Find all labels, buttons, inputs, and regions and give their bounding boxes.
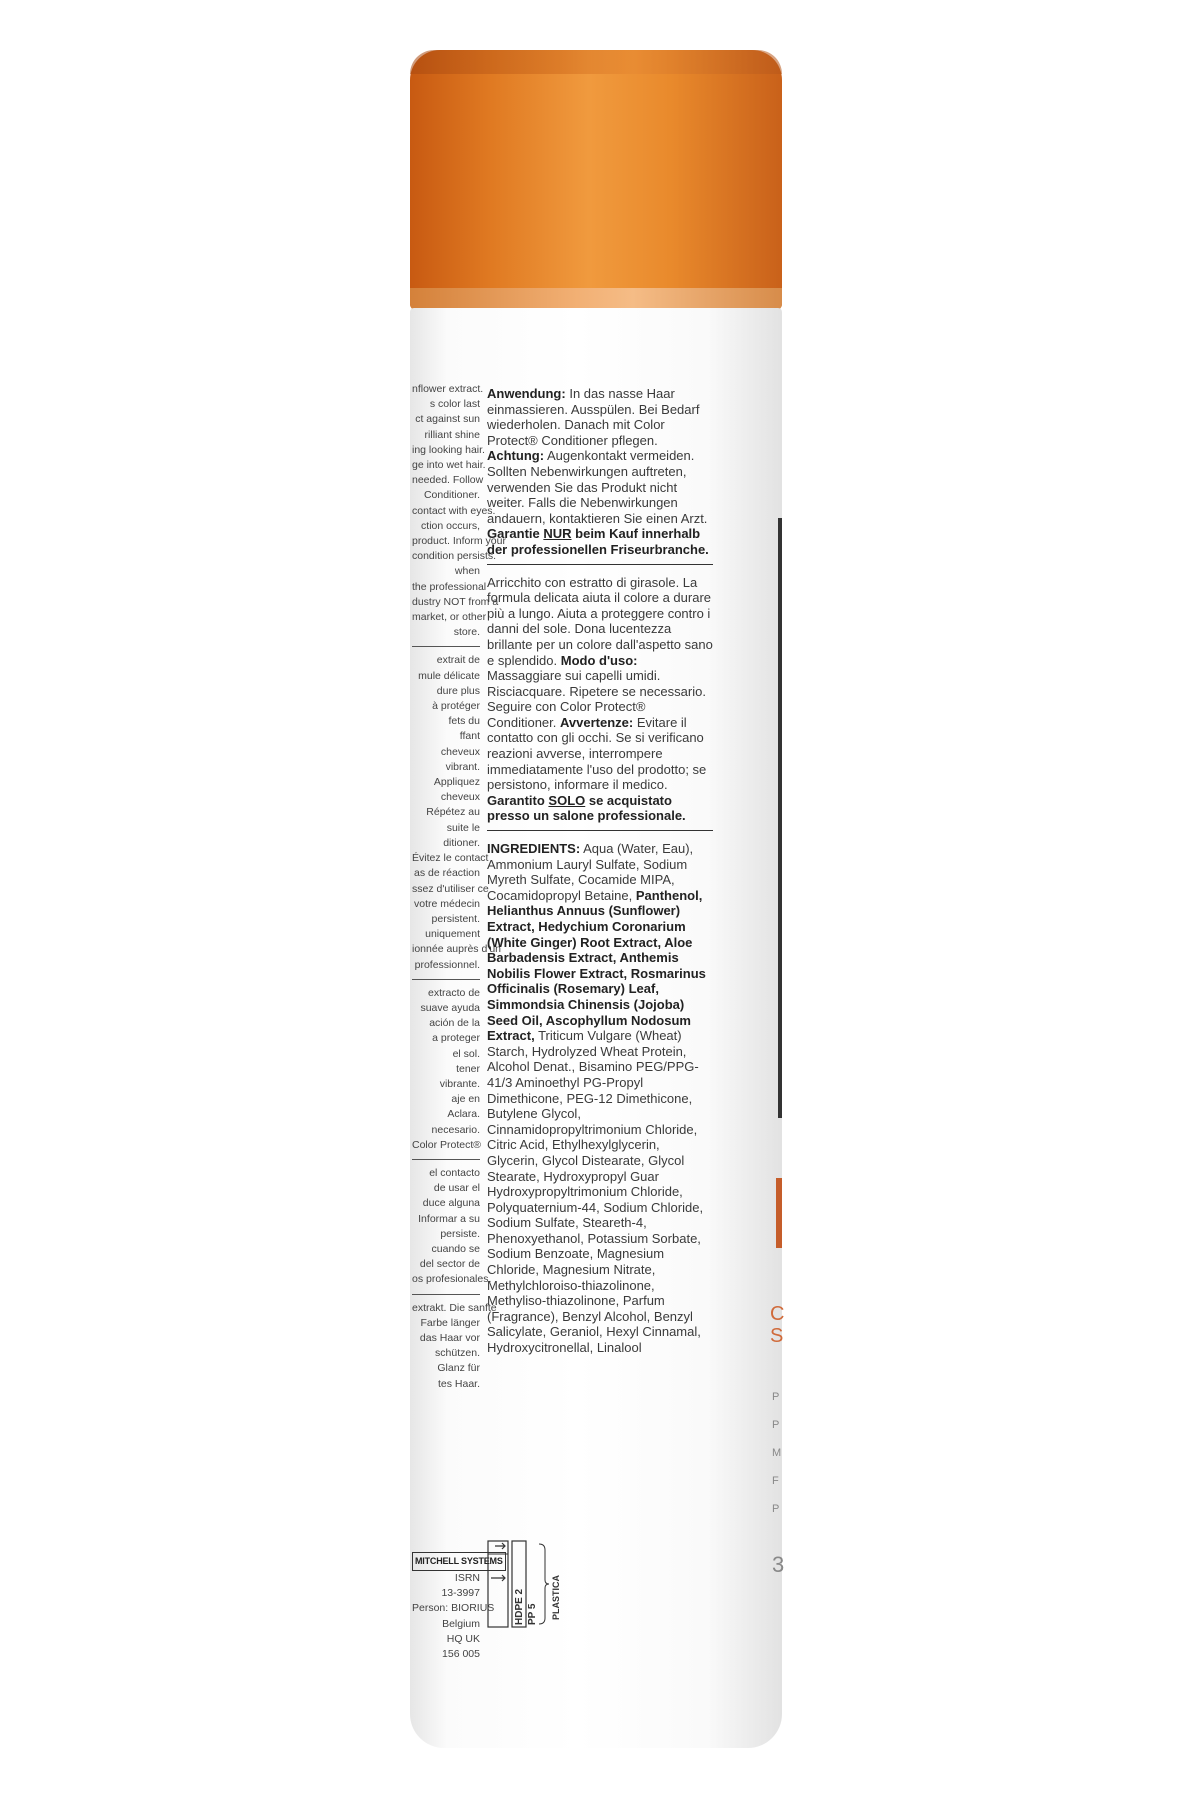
it-usage-text: Massaggiare sui capelli umidi. Risciacquare. Ripetere se necessario. Seguire con Color Protect® Conditioner. [487, 668, 706, 730]
recycling-icon [487, 1540, 567, 1630]
wrapped-line: professionnel. [414, 958, 480, 971]
ingredients-text-1: Aqua (Water, Eau), Ammonium Lauryl Sulfate, Sodium Myreth Sulfate, Cocamide MIPA, Cocamidopropyl Betaine, [487, 841, 694, 903]
wrapped-address-line: Person: BIORIUS [412, 1602, 495, 1615]
cap-top-shading [410, 50, 782, 74]
wrapped-volume-digit: 3 [772, 1552, 785, 1577]
wrapped-grey-letter: P [772, 1503, 780, 1515]
it-usage-label: Modo d'uso: [560, 652, 638, 668]
de-guarantee-emph: NUR [543, 526, 572, 542]
ingredients-section [487, 841, 713, 1356]
wrapped-line: mule délicate [418, 669, 480, 682]
de-usage-text: In das nasse Haar einmassieren. Ausspülen. Bei Bedarf wiederholen. Danach mit Color Protect® Conditioner pflegen. [487, 386, 700, 448]
wrapped-line: vibrante. [439, 1077, 480, 1090]
wrapped-line: nflower extract. [412, 383, 484, 395]
recycle-word: PLASTICA [551, 1575, 561, 1620]
wrapped-line: market, or other [412, 611, 487, 624]
wrapped-line: tes Haar. [437, 1377, 480, 1390]
it-intro: Arricchito con estratto di girasole. La formula delicata aiuta il colore a durare più a lungo. Aiuta a proteggere contro i danni del sole. Dona lucentezza brillante per un colore dall'aspetto sano e splendido. [487, 574, 713, 668]
wrapped-grey-letter: P [772, 1391, 780, 1403]
wrapped-line: s color last [429, 398, 480, 411]
de-warning-label: Achtung: [487, 448, 545, 464]
wrapped-grey-letter: F [772, 1475, 779, 1487]
wrapped-line: Aclara. [447, 1108, 480, 1121]
wrapped-address-line: 13-3997 [441, 1587, 480, 1600]
wrapped-line: das Haar vor [419, 1331, 480, 1344]
wrapped-line: dustry NOT from a [412, 595, 499, 608]
wrapped-line: cheveux [440, 791, 480, 804]
recycle-code-1: HDPE 2 [514, 1588, 525, 1625]
wrapped-address-lines [412, 1571, 495, 1662]
wrapped-line: cheveux [440, 745, 480, 758]
it-warning-label: Avvertenze: [560, 714, 634, 730]
wrapped-title-letter: C [770, 1303, 785, 1325]
wrapped-line: ing looking hair. [412, 443, 485, 456]
wrapped-divider [412, 1294, 480, 1295]
wrapped-line: Informar a su [418, 1212, 480, 1225]
wrapped-address-line: ISRN [454, 1572, 480, 1584]
it-guarantee-post: se acquistato presso un salone professionale. [487, 792, 686, 824]
wrapped-line: os profesionales. [412, 1273, 492, 1286]
recycle-code-2: PP 5 [527, 1603, 538, 1625]
ingredients-label: INGREDIENTS: [487, 841, 581, 857]
wrapped-line: condition persists. [412, 550, 497, 563]
wrapped-line: Color Protect® [412, 1138, 482, 1151]
wrapped-line: tener [456, 1062, 480, 1075]
it-guarantee-emph: SOLO [548, 792, 586, 808]
wrapped-line: Conditioner. [423, 489, 480, 502]
divider [487, 830, 713, 831]
cap-band [410, 288, 782, 310]
wrapped-line: extrait de [436, 654, 480, 667]
wrapped-color-tab [776, 1178, 782, 1248]
wrapped-line: a proteger [432, 1032, 480, 1045]
wrapped-address-line: Belgium [442, 1617, 480, 1630]
wrapped-line: necesario. [431, 1123, 480, 1136]
brand-logo: MITCHELL SYSTEMS [412, 1552, 506, 1571]
wrapped-line: suave ayuda [420, 1001, 480, 1014]
wrapped-line: ction occurs, [421, 519, 480, 532]
wrapped-line: suite le [446, 821, 480, 834]
ingredients-text-2: Triticum Vulgare (Wheat) Starch, Hydrolyzed Wheat Protein, Alcohol Denat., Bisamino PEG/PPG-41/3 Aminoethyl PG-Propyl Dimethicone, PEG-12 Dimethicone, Butylene Glycol, Cinnamidopropyltrimonium Chloride, Citric Acid, Ethylhexylglycerin, Glycerin, Glycol Distearate, Glycol Stearate, Hydroxypropyl Guar Hydroxypropyltrimonium Chloride, Polyquaternium-44, Sodium Chloride, Sodium Sulfate, Steareth-4, Phenoxyethanol, Potassium Sorbate, Sodium Benzoate, Magnesium Chloride, Magnesium Nitrate, Methylchloroiso-thiazolinone, Methyliso-thiazolinone, Parfum (Fragrance), Benzyl Alcohol, Benzyl Salicylate, Geraniol, Hexyl Cinnamal, Hydroxycitronellal, Linalool [487, 1028, 704, 1356]
wrapped-grey-letter: M [772, 1447, 782, 1459]
wrapped-address-line: HQ UK [446, 1632, 480, 1645]
de-warning-text: Augenkontakt vermeiden. Sollten Nebenwirkungen auftreten, verwenden Sie das Produkt nicht weiter. Falls die Nebenwirkungen andauern, kontaktieren Sie einen Arzt. [487, 448, 708, 526]
wrapped-line: el sol. [452, 1047, 480, 1060]
wrapped-line: ssez d'utiliser ce [412, 882, 489, 895]
wrapped-line: persiste. [440, 1227, 480, 1240]
wrapped-line: ación de la [429, 1017, 480, 1030]
it-guarantee-pre: Garantito [487, 792, 549, 808]
bottle-cap [410, 50, 782, 310]
wrapped-line: persistent. [431, 912, 480, 925]
wrapped-line: rilliant shine [424, 428, 480, 441]
divider [487, 564, 713, 565]
wrapped-line: votre médecin [414, 897, 480, 910]
wrapped-line: Glanz für [437, 1362, 480, 1375]
wrapped-line: the professional [412, 580, 487, 593]
ingredients-bold: Panthenol, Helianthus Annuus (Sunflower) Extract, Hedychium Coronarium (White Ginger) Root Extract, Aloe Barbadensis Extract, Anthemis Nobilis Flower Extract, Rosmarinus Officinalis (Rosemary) Leaf, Simmondsia Chinensis (Jojoba) Seed Oil, Ascophyllum Nodosum Extract, [487, 887, 706, 1044]
wrapped-divider [412, 646, 480, 647]
wrapped-line: when [454, 565, 480, 578]
wrapped-label-text [412, 382, 506, 1662]
wrapped-line: contact with eyes. [412, 504, 496, 517]
wrapped-line: dure plus [436, 684, 480, 697]
wrapped-line: de usar el [433, 1182, 480, 1195]
wrapped-address-line: 156 005 [442, 1648, 480, 1661]
wrapped-line: ct against sun [415, 413, 480, 426]
wrapped-line: Appliquez [433, 776, 480, 789]
wrapped-title-letters [770, 1303, 785, 1347]
wrapped-grey-letters [772, 1383, 785, 1579]
wrapped-line: duce alguna [422, 1197, 480, 1210]
wrapped-label-lines [412, 382, 506, 1392]
wrapped-line: Évitez le contact [412, 852, 489, 865]
wrapped-line: aje en [451, 1093, 480, 1106]
wrapped-line: cuando se [431, 1242, 480, 1255]
wrapped-line: ditioner. [443, 836, 480, 849]
wrapped-line: as de réaction [414, 867, 480, 880]
wrapped-line: extrakt. Die sanfte [412, 1301, 497, 1314]
it-warning-text: Evitare il contatto con gli occhi. Se si verificano reazioni avverse, interrompere immediatamente l'uso del prodotto; se persistono, informare il medico. [487, 714, 707, 793]
wrapped-line: fets du [448, 715, 480, 728]
wrapped-divider [412, 979, 480, 980]
bottle-body [410, 308, 785, 1748]
wrapped-line: Farbe länger [420, 1316, 480, 1329]
wrapped-line: store. [453, 626, 480, 639]
label-main-text [487, 386, 713, 1356]
wrapped-text-edge [778, 518, 782, 1118]
wrapped-line: ionnée auprès d'un [412, 943, 501, 956]
wrapped-line: el contacto [429, 1166, 480, 1179]
wrapped-line: vibrant. [445, 760, 480, 773]
wrapped-divider [412, 1159, 480, 1160]
wrapped-line: Répétez au [426, 806, 480, 819]
italian-section [487, 575, 713, 825]
de-guarantee-post: beim Kauf innerhalb der professionellen Friseurbranche. [487, 526, 709, 557]
wrapped-line: needed. Follow [412, 474, 484, 487]
wrapped-line: à protéger [432, 700, 480, 713]
wrapped-line: extracto de [428, 986, 480, 999]
wrapped-line: del sector de [419, 1258, 480, 1271]
wrapped-line: uniquement [425, 928, 480, 941]
wrapped-line: ffant [459, 730, 480, 743]
de-guarantee-pre: Garantie [487, 526, 544, 542]
wrapped-line: schützen. [435, 1347, 480, 1360]
german-section [487, 386, 713, 558]
wrapped-title-letter: S [770, 1325, 784, 1347]
wrapped-line: ge into wet hair. [412, 459, 486, 472]
de-usage-label: Anwendung: [487, 386, 566, 401]
wrapped-line: product. Inform your [412, 535, 506, 548]
wrapped-grey-letter: P [772, 1419, 780, 1431]
